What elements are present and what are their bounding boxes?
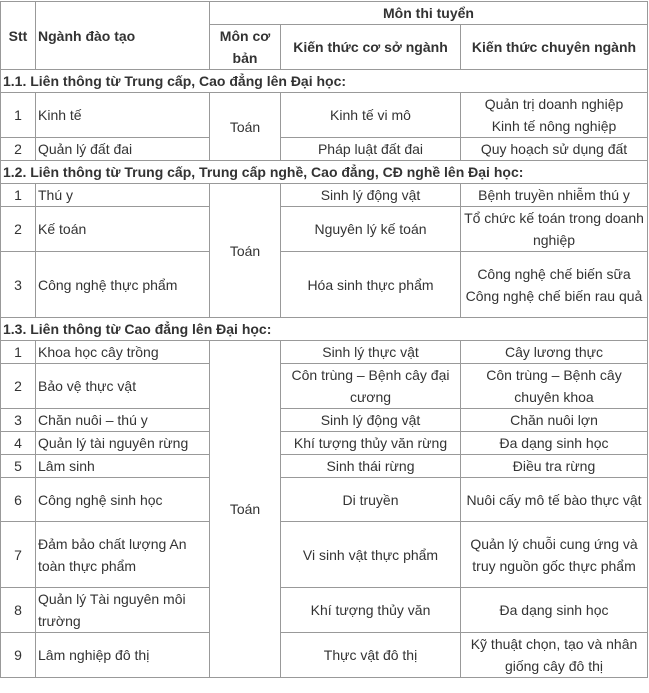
stt-cell: 3 (1, 252, 36, 318)
chuyen-nganh-cell: Kỹ thuật chọn, tạo và nhân giống cây đô thị (461, 633, 648, 678)
chuyen-nganh-cell: Đa dạng sinh học (461, 432, 648, 455)
stt-cell: 2 (1, 207, 36, 252)
section-title: 1.1. Liên thông từ Trung cấp, Cao đẳng lên Đại học: (1, 70, 648, 93)
co-so-cell: Thực vật đô thị (281, 633, 461, 678)
chuyen-nganh-cell: Điều tra rừng (461, 455, 648, 478)
nganh-cell: Kế toán (36, 207, 210, 252)
mon-co-ban-cell: Toán (210, 93, 281, 161)
chuyen-nganh-cell: Quy hoạch sử dụng đất (461, 138, 648, 161)
co-so-cell: Khí tượng thủy văn rừng (281, 432, 461, 455)
admission-subjects-table (0, 1, 648, 678)
co-so-cell: Vi sinh vật thực phẩm (281, 522, 461, 588)
chuyen-nganh-cell: Quản trị doanh nghiệp Kinh tế nông nghiệp (461, 93, 648, 138)
stt-cell: 1 (1, 341, 36, 364)
co-so-cell: Kinh tế vi mô (281, 93, 461, 138)
stt-cell: 2 (1, 138, 36, 161)
co-so-cell: Côn trùng – Bệnh cây đại cương (281, 364, 461, 409)
header-nganh: Ngành đào tạo (36, 2, 210, 70)
chuyen-nganh-cell: Đa dạng sinh học (461, 588, 648, 633)
section-title: 1.2. Liên thông từ Trung cấp, Trung cấp nghề, Cao đẳng, CĐ nghề lên Đại học: (1, 161, 648, 184)
co-so-cell: Khí tượng thủy văn (281, 588, 461, 633)
nganh-cell: Quản lý tài nguyên rừng (36, 432, 210, 455)
header-co-so: Kiến thức cơ sở ngành (281, 25, 461, 70)
mon-co-ban-cell: Toán (210, 184, 281, 318)
stt-cell: 9 (1, 633, 36, 678)
stt-cell: 8 (1, 588, 36, 633)
chuyen-nganh-cell: Cây lương thực (461, 341, 648, 364)
stt-cell: 2 (1, 364, 36, 409)
nganh-cell: Thú y (36, 184, 210, 207)
stt-cell: 5 (1, 455, 36, 478)
header-mon-thi: Môn thi tuyển (210, 2, 648, 25)
chuyen-nganh-cell: Bệnh truyền nhiễm thú y (461, 184, 648, 207)
nganh-cell: Lâm nghiệp đô thị (36, 633, 210, 678)
co-so-cell: Nguyên lý kế toán (281, 207, 461, 252)
co-so-cell: Pháp luật đất đai (281, 138, 461, 161)
header-stt: Stt (1, 2, 36, 70)
stt-cell: 7 (1, 522, 36, 588)
co-so-cell: Di truyền (281, 478, 461, 522)
stt-cell: 4 (1, 432, 36, 455)
stt-cell: 1 (1, 93, 36, 138)
section-title: 1.3. Liên thông từ Cao đẳng lên Đại học: (1, 318, 648, 341)
chuyen-nganh-cell: Công nghệ chế biến sữa Công nghệ chế biến rau quả (461, 252, 648, 318)
chuyen-nganh-cell: Côn trùng – Bệnh cây chuyên khoa (461, 364, 648, 409)
nganh-cell: Quản lý Tài nguyên môi trường (36, 588, 210, 633)
co-so-cell: Sinh lý thực vật (281, 341, 461, 364)
co-so-cell: Sinh lý động vật (281, 184, 461, 207)
chuyen-nganh-cell: Chăn nuôi lợn (461, 409, 648, 432)
nganh-cell: Lâm sinh (36, 455, 210, 478)
co-so-cell: Sinh thái rừng (281, 455, 461, 478)
nganh-cell: Bảo vệ thực vật (36, 364, 210, 409)
chuyen-nganh-cell: Quản lý chuỗi cung ứng và truy nguồn gốc thực phẩm (461, 522, 648, 588)
stt-cell: 6 (1, 478, 36, 522)
nganh-cell: Chăn nuôi – thú y (36, 409, 210, 432)
stt-cell: 3 (1, 409, 36, 432)
chuyen-nganh-cell: Tổ chức kế toán trong doanh nghiệp (461, 207, 648, 252)
nganh-cell: Khoa học cây trồng (36, 341, 210, 364)
header-mon-co-ban: Môn cơ bản (210, 25, 281, 70)
stt-cell: 1 (1, 184, 36, 207)
co-so-cell: Hóa sinh thực phẩm (281, 252, 461, 318)
nganh-cell: Quản lý đất đai (36, 138, 210, 161)
nganh-cell: Công nghệ thực phẩm (36, 252, 210, 318)
co-so-cell: Sinh lý động vật (281, 409, 461, 432)
chuyen-nganh-cell: Nuôi cấy mô tế bào thực vật (461, 478, 648, 522)
mon-co-ban-cell: Toán (210, 341, 281, 678)
nganh-cell: Kinh tế (36, 93, 210, 138)
header-chuyen-nganh: Kiến thức chuyên ngành (461, 25, 648, 70)
nganh-cell: Công nghệ sinh học (36, 478, 210, 522)
nganh-cell: Đảm bảo chất lượng An toàn thực phẩm (36, 522, 210, 588)
